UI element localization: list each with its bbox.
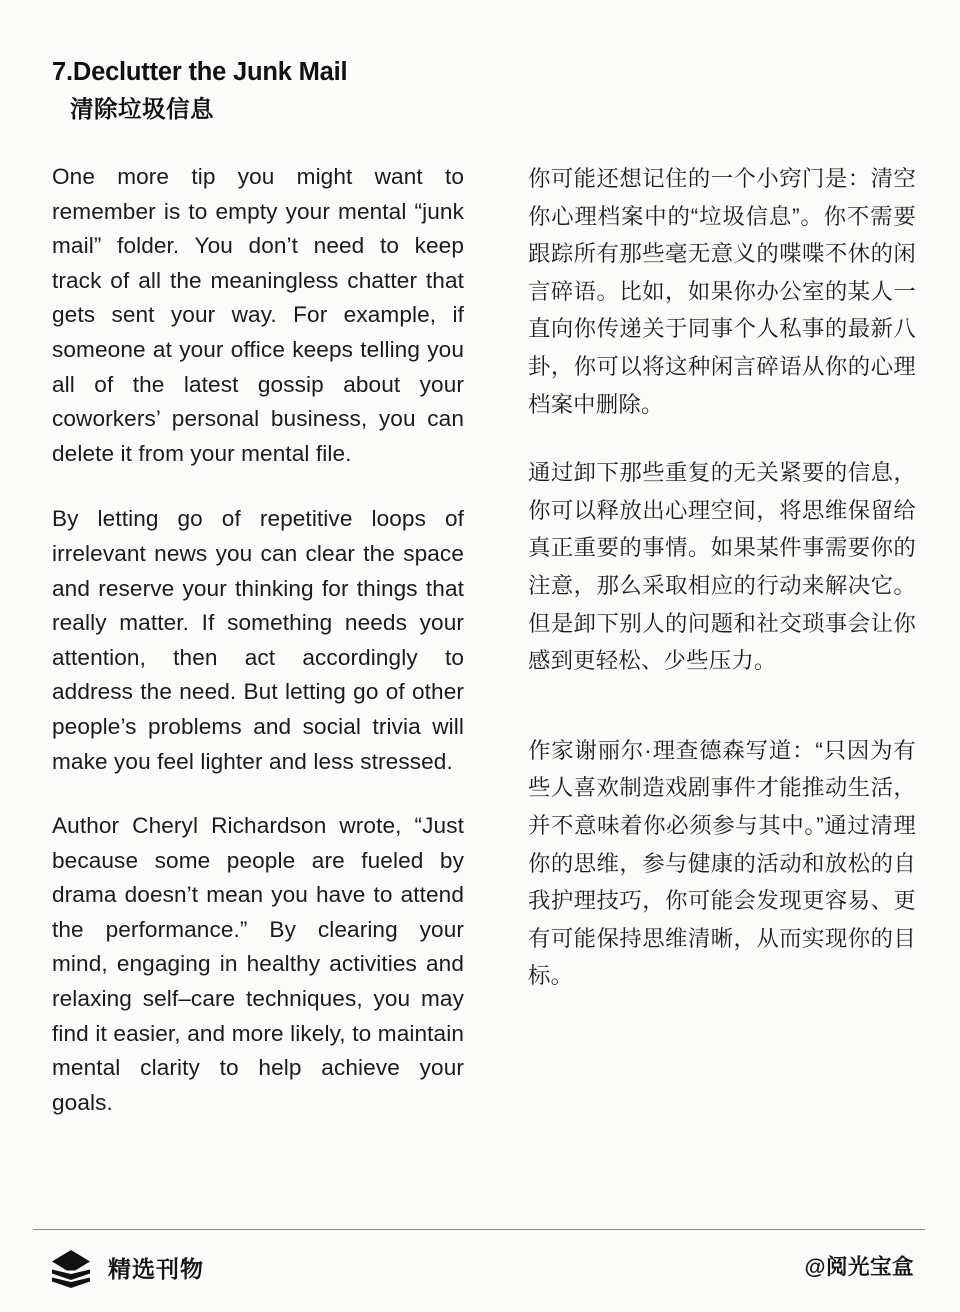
- brand-name: 精选刊物: [108, 1255, 204, 1282]
- english-paragraph: Author Cheryl Richardson wrote, “Just because some people are fueled by drama doesn’t mean you have to attend the performance.” By clearing your mind, engaging in healthy activities and relaxing self–care techniques, you may find it easier, and more likely, to maintain mental clarity to help achieve your goals.: [52, 813, 464, 1115]
- english-column: [52, 160, 464, 1120]
- page-title-chinese: 清除垃圾信息: [70, 96, 214, 123]
- chinese-paragraph: 作家谢丽尔·理查德森写道：“只因为有些人喜欢制造戏剧事件才能推动生活，并不意味着你必须参与其中。”通过清理你的思维，参与健康的活动和放松的自我护理技巧，你可能会发现更容易、更有可能保持思维清晰，从而实现你的目标。: [528, 737, 916, 989]
- english-paragraph: By letting go of repetitive loops of irrelevant news you can clear the space and reserve your thinking for things that really matter. If something needs your attention, then act accordingly to address the need. But letting go of other people’s problems and social trivia will make you feel lighter and less stressed.: [52, 506, 464, 774]
- footer-divider: [33, 1229, 925, 1230]
- chinese-paragraph: 你可能还想记住的一个小窍门是：清空你心理档案中的“垃圾信息”。你不需要跟踪所有那些毫无意义的喋喋不休的闲言碎语。比如，如果你办公室的某人一直向你传递关于同事个人私事的最新八卦，你可以将这种闲言碎语从你的心理档案中删除。: [528, 166, 916, 417]
- page-title-english: 7.Declutter the Junk Mail: [52, 58, 348, 86]
- page-footer: [0, 1240, 960, 1312]
- author-handle: @阅光宝盒: [804, 1255, 914, 1279]
- chinese-column: [528, 160, 916, 995]
- english-paragraph: One more tip you might want to remember is to empty your mental “junk mail” folder. You don’t need to keep track of all the meaningless chatter that gets sent your way. For example, if someone at your office keeps telling you all of the latest gossip about your coworkers’ personal business, you can delete it from your mental file.: [52, 164, 464, 466]
- brand-block: [48, 1246, 204, 1292]
- bilingual-columns: [0, 160, 960, 1190]
- chinese-paragraph: 通过卸下那些重复的无关紧要的信息，你可以释放出心理空间，将思维保留给真正重要的事情。如果某件事需要你的注意，那么采取相应的行动来解决它。但是卸下别人的问题和社交琐事会让你感到更轻松、少些压力。: [528, 460, 916, 674]
- page-title: [52, 56, 612, 125]
- stacked-layers-icon: [48, 1246, 94, 1292]
